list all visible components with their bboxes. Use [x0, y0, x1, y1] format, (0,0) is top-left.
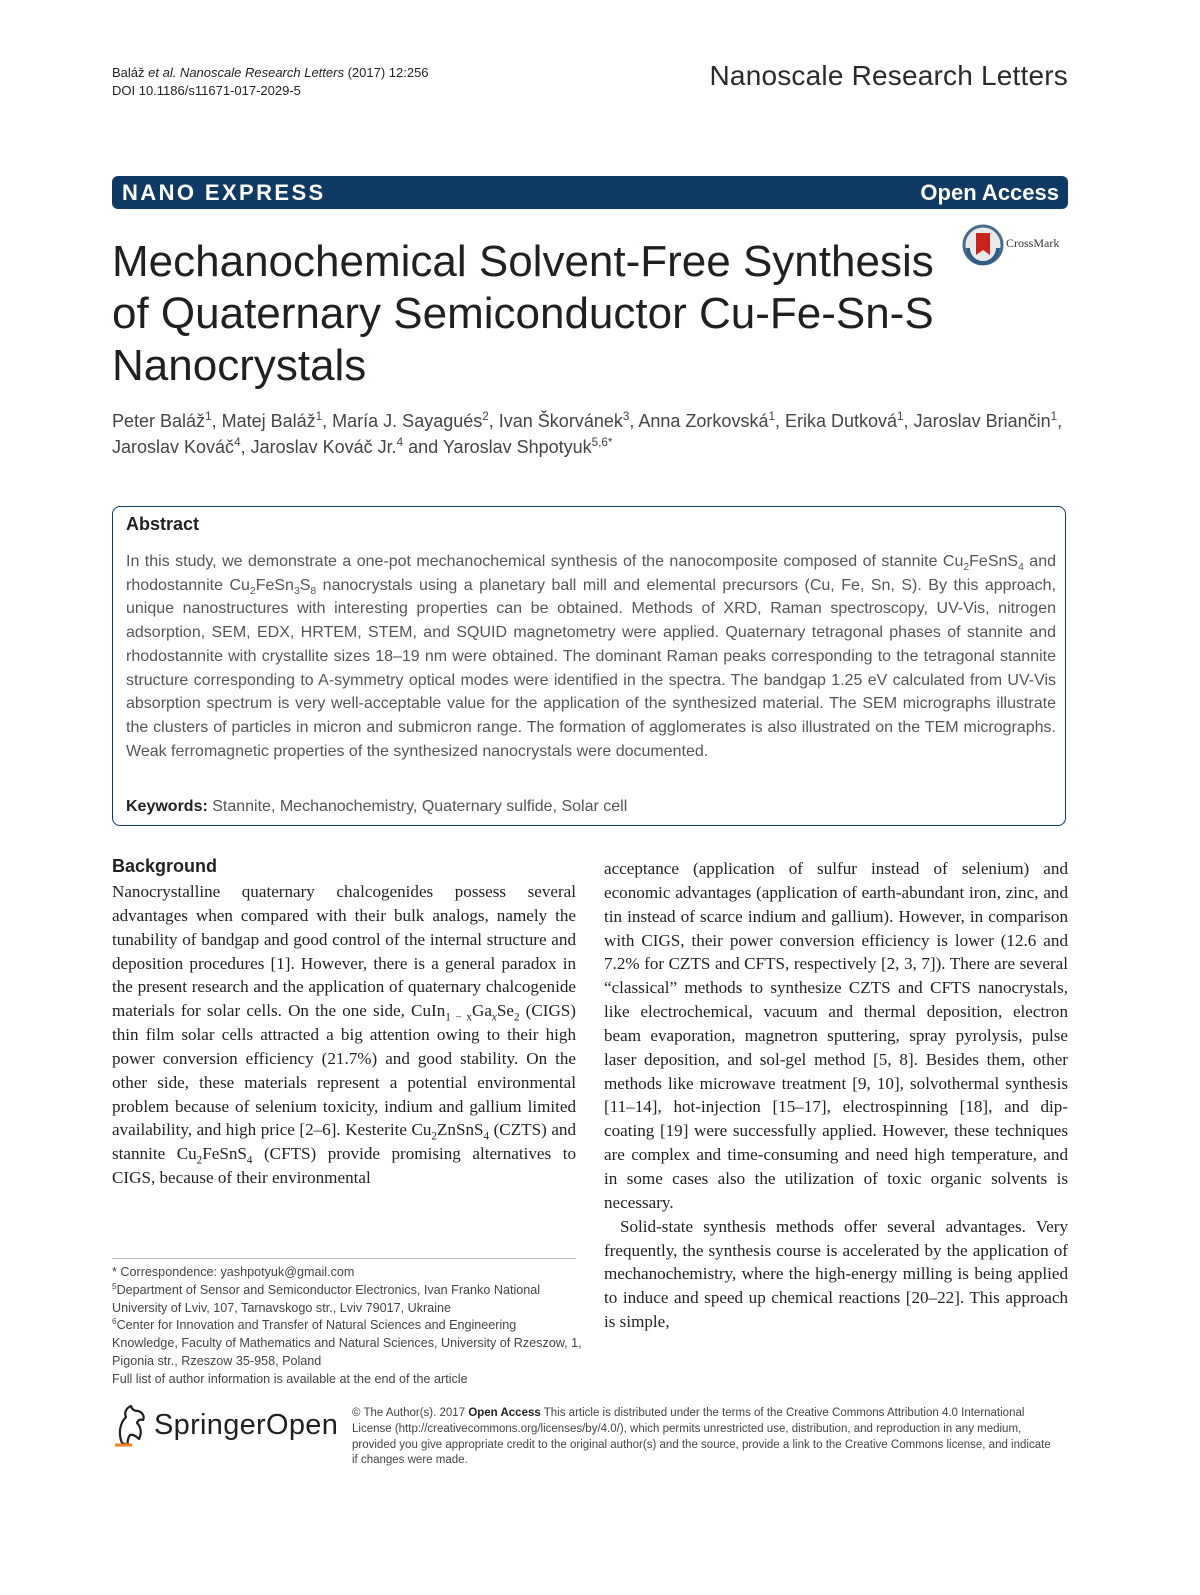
author-affiliation-mark: 2 — [482, 410, 489, 423]
author-affiliation-mark: 1 — [205, 410, 212, 423]
crossmark-label: CrossMark — [1006, 236, 1060, 250]
author-affiliation-mark: 1 — [1050, 410, 1058, 423]
author-name[interactable]: Anna Zorkovská — [638, 411, 769, 431]
springeropen-logo — [112, 1403, 339, 1451]
paragraph: acceptance (application of sulfur instead of selenium) and economic advantages (application of earth-abundant iron, zinc, and tin instead of scarce indium and gallium). However, in comparison with CIGS, their power conversion efficiency is lower (12.6 and 7.2% for CZTS and CFTS, respectively [2, 3, 7]). There are several “classical” methods to synthesize CZTS and CFTS nanocrystals, like electrochemical, vacuum and thermal deposition, electron beam evaporation, magnetron sputtering, spray pyrolysis, pulse laser deposition, and sol-gel method [5, 8]. Besides them, other methods like microwave treatment [9, 10], solvothermal synthesis [11–14], hot-injection [15–17], electrospinning [18], and dip-coating [19] were successfully applied. However, these techniques are complex and time-consuming and need high temperature, and in some cases also the utilization of toxic organic solvents is necessary. — [604, 859, 1068, 1212]
formula-czts: $Cu_2ZnSnS_4$ — [411, 1120, 490, 1143]
author-name[interactable]: Matej Baláž — [221, 411, 316, 431]
keywords-list: Stannite, Mechanochemistry, Quaternary sulfide, Solar cell — [207, 798, 628, 815]
journal-name: Nanoscale Research Letters — [709, 60, 1068, 91]
formula-stannite: $Cu_2FeSnS_4$ — [942, 553, 1024, 574]
crossmark-icon — [962, 224, 1004, 266]
author-name[interactable]: María J. Sayagués — [332, 411, 483, 431]
article-title: Mechanochemical Solvent-Free Synthesis of Quaternary Semiconductor Cu-Fe-Sn-S Nanocrystals — [112, 237, 934, 390]
author-affiliation-mark: 1 — [897, 410, 904, 423]
paragraph: Solid-state synthesis methods offer several advantages. Very frequently, the synthesis course is accelerated by the application of mechanochemistry, where the high-energy milling is being applied to induce and speed up chemical reactions [20–22]. This approach is simple, — [604, 1216, 1068, 1332]
citation-journal: et al. Nanoscale Research Letters — [148, 65, 344, 80]
footnote-correspondence[interactable]: * Correspondence: yashpotyuk@gmail.com — [112, 1265, 355, 1279]
keywords-label: Keywords: — [126, 798, 208, 815]
abstract-box — [112, 506, 1066, 826]
author-name[interactable]: Ivan Škorvánek — [498, 411, 623, 431]
license-statement: © The Author(s). 2017 Open Access This article is distributed under the terms of the Creative Commons Attribution 4.0 International License (http://creativecommons.org/licenses/by/4.0/), which permits unrestricted use, distribution, and reproduction in any medium, provided you give appropriate credit to the original author(s) and the source, provide a link to the Creative Commons license, and indicate if changes were made. — [352, 1407, 1051, 1467]
citation-header — [112, 64, 429, 100]
doi[interactable]: DOI 10.1186/s11671-017-2029-5 — [112, 83, 301, 98]
citation-year: (2017) 12:256 — [343, 65, 429, 80]
footnote-author-info: Full list of author information is available at the end of the article — [112, 1371, 468, 1386]
footnote-affiliation-5: $^5$Department of Sensor and Semiconductor Electronics, Ivan Franko National University of Lviv, 107, Tarnavskogo str., Lviv 79017, Ukraine — [112, 1281, 541, 1315]
author-affiliation-mark: 1 — [768, 410, 775, 423]
author-name[interactable]: Peter Baláž — [112, 411, 206, 431]
body-column-left — [112, 880, 576, 1190]
formula-cigs: $CuIn_{1 - x}Ga_xSe_2$ — [411, 1001, 520, 1024]
paragraph: Nanocrystalline quaternary chalcogenides possess several advantages when compared with their bulk analogs, namely the tunability of bandgap and good control of the internal structure and deposition procedures [1]. However, there is a general paradox in the present research and the application of quaternary chalcogenide materials for solar cells. On the one side, $CuIn_{1 - x}Ga_xSe_2$ (CIGS) thin film solar cells attracted a big attention owing to their high power conversion efficiency (21.7%) and good stability. On the other side, these materials represent a potential environmental problem because of selenium toxicity, indium and gallium limited availability, and high price [2–6]. Kesterite $Cu_2ZnSnS_4$ (CZTS) and stannite $Cu_2FeSnS_4$ (CFTS) provide promising alternatives to CIGS, because of their environmental — [112, 882, 577, 1188]
author-name[interactable]: Jaroslav Kováč — [112, 437, 235, 457]
crossmark-badge[interactable] — [962, 224, 1070, 268]
keywords — [126, 798, 627, 816]
formula-cfts: $Cu_2FeSnS_4$ — [176, 1144, 253, 1167]
author-name[interactable]: Jaroslav Briančin — [913, 411, 1051, 431]
body-column-right — [604, 857, 1068, 1334]
footnote-affiliation-6: $^6$Center for Innovation and Transfer of Natural Sciences and Engineering Knowledge, Faculty of Mathematics and Natural Sciences, University of Rzeszow, 1, Pigonia str., Rzeszow 35-958, Poland — [112, 1317, 582, 1368]
author-name[interactable]: Erika Dutková — [784, 411, 898, 431]
author-name[interactable]: Yaroslav Shpotyuk — [442, 437, 592, 457]
open-access-label[interactable]: Open Access — [920, 180, 1059, 205]
author-affiliation-mark: 1 — [315, 410, 323, 423]
article-type-banner — [112, 176, 1068, 209]
author-affiliation-mark: 4 — [234, 436, 241, 449]
section-heading-background: Background — [112, 856, 218, 876]
abstract-heading: Abstract — [126, 514, 200, 534]
abstract-text: In this study, we demonstrate a one-pot mechanochemical synthesis of the nanocomposite composed of stannite $Cu_2FeSnS_4$ and rhodostannite $Cu_2FeSn_3S_8$ nanocrystals using a planetary ball mill and elemental precursors (Cu, Fe, Sn, S). By this approach, unique nanostructures with interesting properties can be obtained. Methods of XRD, Raman spectroscopy, UV-Vis, nitrogen adsorption, SEM, EDX, HRTEM, STEM, and SQUID magnetometry were applied. Quaternary tetragonal phases of stannite and rhodostannite with crystallite sizes 18–19 nm were obtained. The dominant Raman peaks corresponding to the tetragonal stannite structure corresponding to A-symmetry optical modes were identified in the spectra. The bandgap 1.25 eV calculated from UV-Vis absorption spectrum is very well-acceptable value for the application of the synthesized material. The SEM micrographs illustrate the clusters of particles in micron and submicron range. The formation of agglomerates is also illustrated on the TEM micrographs. Weak ferromagnetic properties of the synthesized nanocrystals were documented. — [126, 553, 1057, 760]
formula-rhodostannite: $Cu_2FeSn_3S_8$ — [229, 576, 317, 597]
author-affiliation-mark: 3 — [622, 410, 630, 423]
footnote-divider — [112, 1258, 576, 1259]
citation-authors: Baláž — [112, 65, 149, 80]
author-name[interactable]: Jaroslav Kováč Jr. — [250, 437, 397, 457]
citation-line — [112, 64, 429, 82]
author-list: Peter Baláž$^1$, Matej Baláž$^1$, María J. Sayagués$^2$, Ivan Škorvánek$^3$, Anna Zorkovská$^1$, Erika Dutková$^1$, Jaroslav Briančin$^1$, Jaroslav Kováč$^4$, Jaroslav Kováč Jr.$^4$ and Yaroslav Shpotyuk$^{5,6*}$ — [112, 410, 1063, 457]
article-type-label: NANO EXPRESS — [122, 180, 326, 205]
springer-horse-icon — [112, 1403, 150, 1447]
author-affiliation-mark: 4 — [396, 436, 404, 449]
publisher-name: SpringerOpen — [154, 1409, 339, 1441]
author-conjunction: and — [403, 437, 443, 457]
author-affiliation-mark: 5,6* — [591, 436, 613, 449]
license-open-access: Open Access — [468, 1407, 541, 1419]
footnotes — [112, 1264, 582, 1389]
